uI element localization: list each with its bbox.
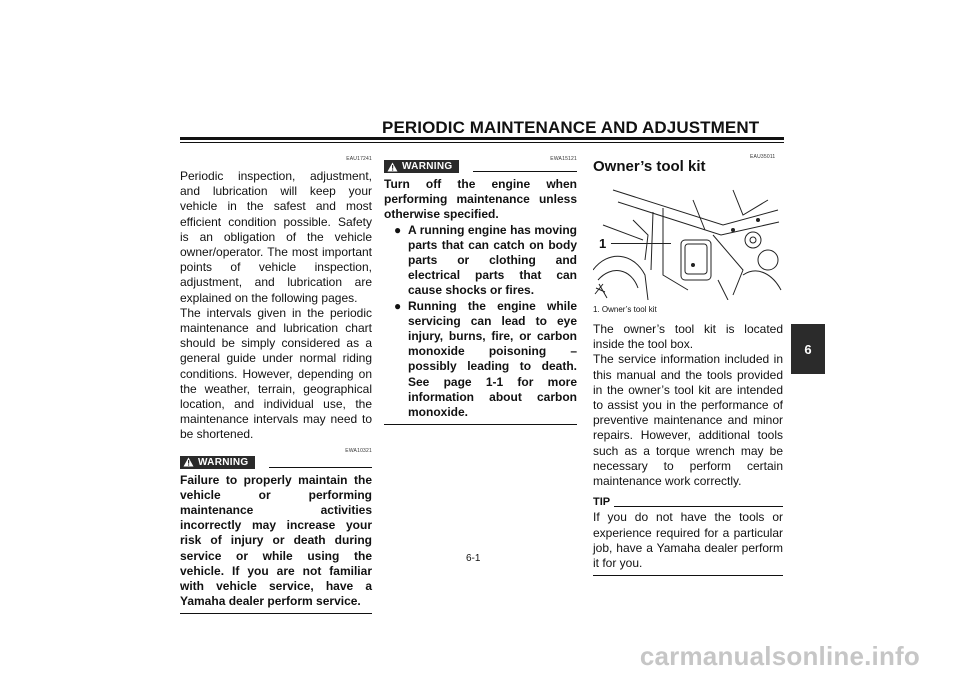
bullet-icon: ●: [394, 298, 402, 313]
list-item: [394, 299, 577, 421]
header-rule-thin: [180, 142, 784, 143]
warning-bullet-list: [384, 223, 577, 421]
warning-rule: [473, 171, 577, 172]
warning-header: [180, 456, 372, 469]
figure-caption: 1. Owner’s tool kit: [593, 305, 657, 314]
page-title: PERIODIC MAINTENANCE AND ADJUSTMENT: [382, 118, 760, 137]
middle-column: [384, 152, 577, 425]
tip-label: TIP: [593, 496, 611, 509]
tip-header: [593, 495, 783, 510]
tool-kit-illustration: [593, 180, 783, 300]
right-column-body: [593, 322, 783, 576]
warning-badge: [180, 456, 255, 469]
warning-badge: [384, 160, 459, 173]
warning-rule: [269, 467, 372, 468]
warning-triangle-icon: [183, 457, 194, 467]
section-code: EAU35011: [750, 154, 776, 160]
chapter-tab: 6: [791, 324, 825, 374]
warning-end-rule: [384, 424, 577, 425]
section-code: EAU17241: [346, 156, 372, 162]
warning-label: WARNING: [198, 456, 249, 468]
header-rule-thick: [180, 137, 784, 140]
warning-triangle-icon: [387, 162, 398, 172]
left-column: [180, 152, 372, 614]
bullet-icon: ●: [394, 222, 402, 237]
tip-rule: [614, 506, 783, 507]
motorcycle-drawing: [593, 180, 783, 300]
warning-text: Failure to properly maintain the vehicle or performing maintenance activities incorrectly may increase your risk of injury or death during service or while using the vehicle. If you are not familiar with vehicle service, have a Yamaha dealer perform service.: [180, 472, 372, 609]
section-heading: Owner’s tool kit: [593, 158, 706, 175]
callout-number: 1: [599, 236, 607, 251]
callout-leader-line: [611, 243, 671, 244]
service-info-paragraph: The service information included in this manual and the tools provided in the owner’s tool kit are intended to assist you in the performance of preventive maintenance and minor repairs. However, additional tools such as a torque wrench may be necessary to perform certain maintenance work correctly.: [593, 352, 783, 489]
interval-paragraph: The intervals given in the periodic maintenance and lubrication chart should be simply considered as a general guide under normal riding conditions. However, depending on the weather, terrain, geographical location, and individual use, the maintenance intervals may need to be shortened.: [180, 305, 372, 442]
warning-code: EWA15121: [550, 156, 577, 162]
tip-end-rule: [593, 575, 783, 576]
bullet-text: A running engine has moving parts that can catch on body parts or clothing and electrical parts that can cause shocks or fires.: [408, 222, 577, 298]
list-item: [394, 223, 577, 299]
tool-kit-location-paragraph: The owner’s tool kit is located inside the tool box.: [593, 322, 783, 352]
warning-code: EWA10321: [345, 447, 372, 454]
intro-paragraph: Periodic inspection, adjustment, and lubrication will keep your vehicle in the safest and most efficient condition possible. Safety is an obligation of the vehicle owner/operator. The most important points of vehicle inspection, adjustment, and lubrication are explained on the following pages.: [180, 169, 372, 305]
warning-label: WARNING: [402, 160, 453, 172]
warning-intro: Turn off the engine when performing maintenance unless otherwise specified.: [384, 177, 577, 222]
tip-text: If you do not have the tools or experience required for a particular job, have a Yamaha dealer perform it for you.: [593, 510, 783, 571]
warning-end-rule: [180, 613, 372, 614]
watermark: carmanualsonline.info: [639, 641, 920, 671]
page-number: 6-1: [466, 553, 481, 564]
bullet-text: Running the engine while servicing can lead to eye injury, burns, fire, or carbon monoxide poisoning – possibly leading to death. See page 1-1 for more information about carbon monoxide.: [408, 298, 577, 420]
warning-header: [384, 160, 577, 173]
